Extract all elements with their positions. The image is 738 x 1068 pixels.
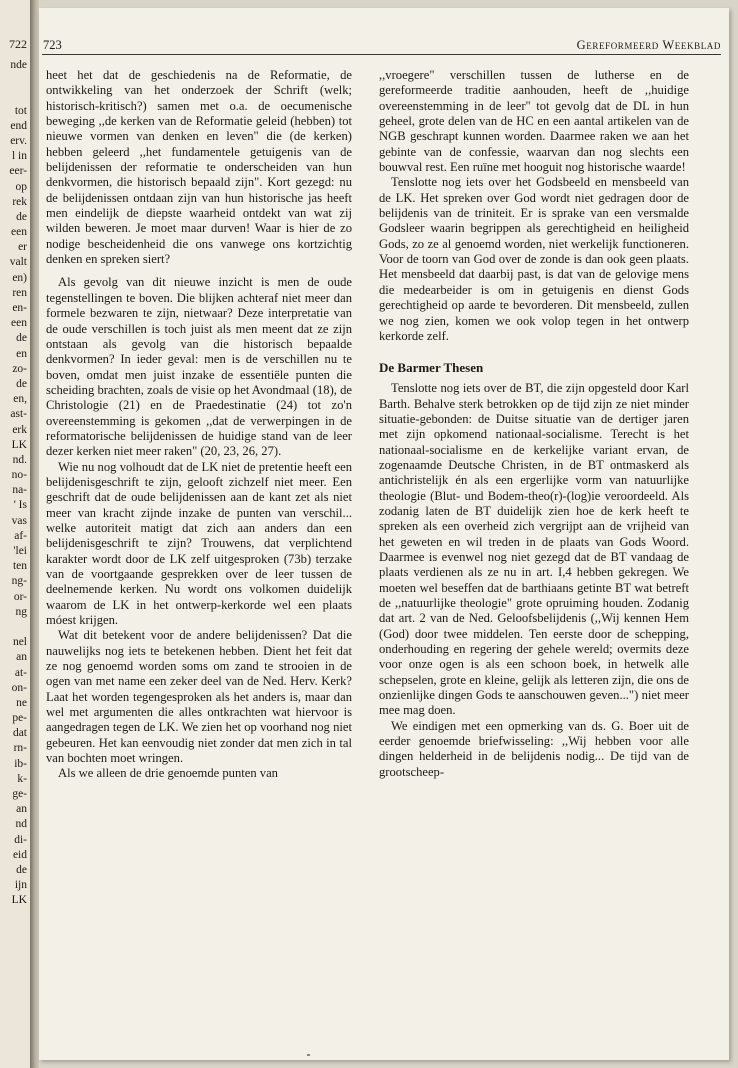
fragment-line: rn- <box>13 742 27 755</box>
fragment-line: nel <box>12 636 27 649</box>
fragment-line: na- <box>12 484 27 497</box>
fragment-line: end <box>10 119 27 132</box>
fragment-line: en, <box>13 393 27 406</box>
fragment-line: no- <box>11 469 27 482</box>
fragment-line: ng- <box>11 575 27 588</box>
fragment-line: nd. <box>12 453 27 466</box>
fragment-line: k- <box>17 772 27 785</box>
fragment-line: valt <box>9 256 27 269</box>
fragment-line <box>9 88 27 103</box>
fragment-line: ge- <box>12 788 27 800</box>
fragment-line: ' Is <box>13 499 27 512</box>
paragraph: We eindigen met een opmerking van ds. G. Boer uit de eerder genoemde briefwisseling: ,,Wij hebben voor alle dingen helderheid in de belijdenis nodig... De tijd van de grootscheep- <box>379 718 689 779</box>
fragment-line: tot <box>14 104 27 117</box>
previous-page-edge <box>0 0 31 1068</box>
fragment-line: pe- <box>12 712 27 725</box>
fragment-line: LK <box>11 894 27 907</box>
fragment-line: de <box>16 210 27 223</box>
fragment-line: ib- <box>14 757 27 770</box>
fragment-line: en- <box>12 302 27 314</box>
fragment-line: ten <box>12 560 27 573</box>
fragment-line: 'lei <box>13 545 27 557</box>
fragment-line: de <box>16 863 27 876</box>
fragment-line: de <box>16 332 27 345</box>
fragment-line: af- <box>14 529 27 542</box>
paragraph: ,,vroegere" verschillen tussen de lutherse en de gereformeerde traditie aanhouden, heeft de ,,huidige overeenstemming in de leer" tot gevolg dat de DL in hun geheel, grote delen van de HC en een aantal artikelen van de NGB geschrapt kunnen worden. Daarmee raken we aan het gebinte van de confessie, waarvan dan nog slechts een bouwval rest. Een ruïne met hooguit nog historische waarde! <box>379 68 689 175</box>
fragment-line: en <box>16 347 27 360</box>
fragment-line: or- <box>13 590 27 603</box>
fragment-line: erv. <box>10 134 27 147</box>
book-gutter <box>30 0 39 1068</box>
fragment-line: di- <box>14 833 27 846</box>
fragment-line: ren <box>12 286 27 299</box>
fragment-line: vas <box>11 514 27 527</box>
paragraph: Tenslotte nog iets over de BT, die zijn opgesteld door Karl Barth. Behalve sterk betrokken op de tijd zijn ze niet minder situatie-gebonden: de Duitse situatie van de dertiger jaren met zijn opkomend nationaal-socialisme. Terecht is het nationaal-socialisme en de kerkelijke variant ervan, de zogenaamde Deutsche Christen, in de BT ontmaskerd als antichristelijk én als een ergerlijke vorm van natuurlijke theologie (Blut- und Bodem-theo(r)-(log)ie veroordeeld. Als zodanig laten de BT duidelijk zien hoe de kerk heeft te spreken als een overheid zich vergrijpt aan de vrijheid van het geweten en wil treden in de plaats van Gods Woord. Daarmee is evenwel nog niet gezegd dat de BT vandaag de plaats verdienen als ze nu in art. I,4 hebben gekregen. We moeten wel beseffen dat de barthiaans getinte BT wat betreft de ,,natuurlijke theologie" grote opruiming houden. Zodanig dat art. 2 van de Ned. Geloofsbelijdenis (,,Wij kennen Hem (God) door twee middelen. Ten eerste door de schepping, onderhouding en regering der gehele wereld; overmits deze voor onze ogen is als een schoon boek, in hetwelk alle schepselen, grote en kleine, gelijk als letteren zijn, die ons de onzienlijke dingen Gods te aanschouwen geven...") niet meer mee mag doen. <box>379 381 689 718</box>
fragment-line: dat <box>12 727 27 740</box>
fragment-line: zo- <box>12 362 27 375</box>
running-header <box>42 34 721 55</box>
fragment-line: een <box>11 317 27 330</box>
publication-title: Gereformeerd Weekblad <box>576 38 721 52</box>
fragment-line: een <box>11 226 27 239</box>
paragraph: Tenslotte nog iets over het Godsbeeld en mensbeeld van de LK. Het spreken over God wordt niet gedragen door de belijdenis van de triniteit. Er is sprake van een versmalde Godsleer waarin begrippen als gerechtigheid en heiligheid Gods, zo ze al genoemd worden, niet werkelijk functioneren. Voor de toorn van God over de zonde is dan ook geen plaats. Het mensbeeld dat daarbij past, is dat van de gelovige mens die medearbeider is om in getuigenis en dienst Gods gerechtigheid op aarde te bevorderen. Dit mensbeeld, zullen we nog zien, komen we ook volop tegen in het ontwerp kerkorde zelf. <box>379 175 689 343</box>
paragraph: heet het dat de geschiedenis na de Reformatie, de ontwikkeling van het onderzoek der Schrift (welk; historisch-kritisch?) samen met o.a. de oecumenische beweging ,,de kerken van de Reformatie geleid (hebben) tot nieuwe vormen van denken en leven" die (de kerken) hebben geleerd ,,het fundamentele getuigenis van de belijdenissen der reformatie te onderscheiden van hun denkvormen, die historisch bepaald zijn". Kort gezegd: nu de belijdenissen ontdaan zijn van hun historische jas heeft men eindelijk de diepste waarheid ontdekt van wat zij wilden beweren. Je moet maar durven! Waar is hier de zo nodige bescheidenheid die ons vanwege ons kortzichtig denken en spreken siert? <box>46 68 352 267</box>
fragment-line: rek <box>12 195 27 208</box>
fragment-line: eer- <box>9 165 27 178</box>
previous-page-number: 722 <box>9 37 27 51</box>
print-mark <box>307 1054 310 1056</box>
fragment-line: on- <box>11 681 27 694</box>
paragraph: Wat dit betekent voor de andere belijdenissen? Dat die nauwelijks nog iets te betekenen hebben. Dient het feit dat ze nog genoemd worden soms om zand te strooien in de ogen van met name een zeker deel van de Ned. Herv. Kerk? Laat het worden tegengesproken als het anders is, maar dan wel met argumenten die alles ontkrachten wat hiervoor is aangedragen tegen de LK. We zien het op voorhand nog niet gebeuren. Het kan eenvoudig niet zonder dat men zich in tal van bochten moet wringen. <box>46 628 352 766</box>
fragment-line: nde <box>10 59 27 71</box>
fragment-line: ast- <box>10 408 27 421</box>
paragraph: Als gevolg van dit nieuwe inzicht is men de oude tegenstellingen te boven. Die blijken achteraf niet meer dan formele bezwaren te zijn, nietwaar? Deze interpretatie van de oude verschillen is toch juist als men meent dat ze zijn ontstaan als gevolg van die historisch bepaalde denkvormen? In ieder geval: men is de verschillen nu te boven, omdat men juist inzake de essentiële punten die scheiding brachten, zoals de visie op het Avondmaal (18), de Christologie (21) en de Praedestinatie (24) tot zo'n overeenstemming is gekomen ,,dat de verwerpingen in de reformatorische belijdenissen de huidige stand van de leer dezer kerken niet meer raken" (20, 23, 26, 27). <box>46 275 352 459</box>
magazine-page <box>39 8 729 1060</box>
fragment-line: LK <box>11 438 27 451</box>
fragment-line: ng <box>15 605 27 618</box>
fragment-line: nd <box>15 818 27 831</box>
fragment-line: de <box>16 377 27 390</box>
fragment-line <box>9 73 27 88</box>
paragraph: Als we alleen de drie genoemde punten van <box>58 766 278 781</box>
page-number: 723 <box>43 38 62 52</box>
fragment-line: ijn <box>14 879 27 892</box>
fragment-line: at- <box>14 666 27 679</box>
previous-page-fragments <box>9 58 27 909</box>
fragment-line: l in <box>11 150 27 163</box>
section-heading: De Barmer Thesen <box>379 360 484 376</box>
fragment-line: er <box>18 241 27 254</box>
fragment-line: en) <box>12 271 27 284</box>
fragment-line: eid <box>12 848 27 861</box>
fragment-line: ne <box>16 696 27 709</box>
fragment-line <box>9 620 27 635</box>
fragment-line: erk <box>12 423 27 436</box>
column-left <box>46 68 352 782</box>
fragment-line: an <box>16 803 27 816</box>
paragraph: Wie nu nog volhoudt dat de LK niet de pretentie heeft een belijdenisgeschrift te zijn, gelooft zichzelf niet meer. Een geschrift dat de oude belijdenissen aan de kant zet als niet meer van kracht zijnde inzake de punten van verschil... welke autoriteit matigt dat zich aan anders dan een belijdenisgeschrift te zijn? Trouwens, dat verplichtend karakter wordt door de LK zelf uitgesproken (73b) terzake van de voortgaande gesprekken over de leer tussen de deelnemende kerken. Nu wordt ons volkomen duidelijk waarom de LK in het ontwerp-kerkorde wel een plaats móest krijgen. <box>46 459 352 628</box>
fragment-line: an <box>16 651 27 664</box>
fragment-line: op <box>15 180 27 193</box>
column-right <box>379 68 689 780</box>
